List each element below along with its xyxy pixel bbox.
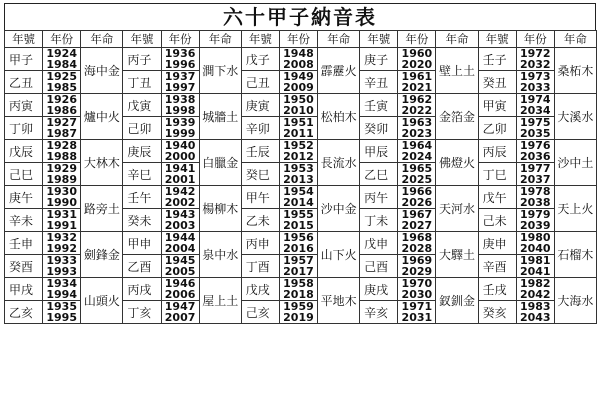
year-cell bbox=[43, 186, 81, 209]
year-value: 1929 bbox=[46, 162, 77, 175]
nayin-cell: 金箔金 bbox=[436, 94, 478, 140]
year-value: 1930 bbox=[46, 185, 77, 198]
year-cell bbox=[398, 278, 436, 301]
year-value: 1943 bbox=[164, 208, 196, 221]
ganzhi-cell: 丙戌 bbox=[123, 278, 161, 301]
nayin-cell: 大海水 bbox=[554, 278, 596, 324]
year-value: 2017 bbox=[283, 265, 314, 278]
year-value: 1970 bbox=[401, 277, 433, 290]
nayin-cell: 天河水 bbox=[436, 186, 478, 232]
year-value: 2005 bbox=[164, 265, 196, 278]
ganzhi-cell: 丙子 bbox=[123, 48, 161, 71]
year-value: 2041 bbox=[519, 265, 551, 278]
table-row bbox=[5, 94, 597, 117]
ganzhi-cell: 庚午 bbox=[5, 186, 43, 209]
year-value: 2013 bbox=[283, 173, 314, 186]
year-cell bbox=[161, 301, 199, 324]
year-value: 2015 bbox=[283, 219, 314, 232]
year-value: 1925 bbox=[46, 70, 77, 83]
table-row bbox=[5, 232, 597, 255]
table-row bbox=[5, 186, 597, 209]
year-value: 2028 bbox=[401, 242, 433, 255]
year-value: 1992 bbox=[46, 242, 77, 255]
year-value: 1994 bbox=[46, 288, 77, 301]
year-value: 2025 bbox=[401, 173, 433, 186]
nayin-cell: 沙中金 bbox=[318, 186, 360, 232]
year-value: 1924 bbox=[46, 47, 77, 60]
year-value: 1935 bbox=[46, 300, 77, 313]
year-value: 1941 bbox=[164, 162, 196, 175]
ganzhi-cell: 壬寅 bbox=[360, 94, 398, 117]
year-value: 1985 bbox=[46, 81, 77, 94]
year-value: 1997 bbox=[164, 81, 196, 94]
ganzhi-cell: 乙巳 bbox=[360, 163, 398, 186]
ganzhi-cell: 辛丑 bbox=[360, 71, 398, 94]
year-cell bbox=[516, 117, 554, 140]
ganzhi-cell: 癸酉 bbox=[5, 255, 43, 278]
ganzhi-cell: 壬申 bbox=[5, 232, 43, 255]
year-value: 2008 bbox=[283, 58, 314, 71]
year-cell bbox=[279, 140, 317, 163]
year-value: 2031 bbox=[401, 311, 433, 324]
year-value: 2032 bbox=[519, 58, 551, 71]
year-value: 2040 bbox=[519, 242, 551, 255]
year-value: 1989 bbox=[46, 173, 77, 186]
year-value: 1973 bbox=[519, 70, 551, 83]
ganzhi-cell: 己丑 bbox=[241, 71, 279, 94]
year-value: 1927 bbox=[46, 116, 77, 129]
ganzhi-cell: 己卯 bbox=[123, 117, 161, 140]
table-row bbox=[5, 278, 597, 301]
year-value: 1961 bbox=[401, 70, 433, 83]
column-header: 年號 bbox=[241, 31, 279, 48]
year-value: 2000 bbox=[164, 150, 196, 163]
year-value: 1969 bbox=[401, 254, 433, 267]
column-header: 年份 bbox=[43, 31, 81, 48]
column-header: 年份 bbox=[398, 31, 436, 48]
ganzhi-cell: 辛巳 bbox=[123, 163, 161, 186]
ganzhi-cell: 辛未 bbox=[5, 209, 43, 232]
column-header: 年號 bbox=[5, 31, 43, 48]
year-value: 2022 bbox=[401, 104, 433, 117]
year-value: 1937 bbox=[164, 70, 196, 83]
year-cell bbox=[398, 255, 436, 278]
year-cell bbox=[516, 255, 554, 278]
year-value: 1980 bbox=[519, 231, 551, 244]
nayin-cell: 劍鋒金 bbox=[81, 232, 123, 278]
ganzhi-cell: 丁丑 bbox=[123, 71, 161, 94]
ganzhi-cell: 丁卯 bbox=[5, 117, 43, 140]
year-cell bbox=[398, 186, 436, 209]
nayin-cell: 天上火 bbox=[554, 186, 596, 232]
year-cell bbox=[398, 140, 436, 163]
year-value: 1991 bbox=[46, 219, 77, 232]
year-value: 2011 bbox=[283, 127, 314, 140]
year-cell bbox=[161, 48, 199, 71]
column-header: 年份 bbox=[516, 31, 554, 48]
ganzhi-cell: 甲子 bbox=[5, 48, 43, 71]
year-value: 1938 bbox=[164, 93, 196, 106]
nayin-cell: 大林木 bbox=[81, 140, 123, 186]
ganzhi-cell: 庚申 bbox=[478, 232, 516, 255]
ganzhi-cell: 壬午 bbox=[123, 186, 161, 209]
year-cell bbox=[161, 163, 199, 186]
ganzhi-cell: 癸亥 bbox=[478, 301, 516, 324]
year-cell bbox=[161, 117, 199, 140]
ganzhi-cell: 甲辰 bbox=[360, 140, 398, 163]
year-value: 2035 bbox=[519, 127, 551, 140]
ganzhi-cell: 戊寅 bbox=[123, 94, 161, 117]
header-row bbox=[5, 31, 597, 48]
year-cell bbox=[43, 94, 81, 117]
ganzhi-cell: 甲申 bbox=[123, 232, 161, 255]
nayin-cell: 松柏木 bbox=[318, 94, 360, 140]
ganzhi-cell: 丁酉 bbox=[241, 255, 279, 278]
year-cell bbox=[516, 163, 554, 186]
ganzhi-cell: 癸丑 bbox=[478, 71, 516, 94]
year-cell bbox=[43, 71, 81, 94]
nayin-cell: 山下火 bbox=[318, 232, 360, 278]
year-value: 1932 bbox=[46, 231, 77, 244]
year-value: 1931 bbox=[46, 208, 77, 221]
year-cell bbox=[161, 255, 199, 278]
year-value: 1963 bbox=[401, 116, 433, 129]
year-value: 1928 bbox=[46, 139, 77, 152]
year-value: 1976 bbox=[519, 139, 551, 152]
year-value: 2014 bbox=[283, 196, 314, 209]
year-value: 1952 bbox=[283, 139, 314, 152]
year-value: 2024 bbox=[401, 150, 433, 163]
table-row bbox=[5, 140, 597, 163]
ganzhi-cell: 乙亥 bbox=[5, 301, 43, 324]
year-value: 1978 bbox=[519, 185, 551, 198]
ganzhi-cell: 己未 bbox=[478, 209, 516, 232]
year-value: 1971 bbox=[401, 300, 433, 313]
year-value: 1967 bbox=[401, 208, 433, 221]
year-value: 1972 bbox=[519, 47, 551, 60]
ganzhi-cell: 癸未 bbox=[123, 209, 161, 232]
year-value: 1946 bbox=[164, 277, 196, 290]
nayin-table bbox=[4, 30, 597, 324]
year-cell bbox=[279, 186, 317, 209]
year-value: 1933 bbox=[46, 254, 77, 267]
year-cell bbox=[161, 209, 199, 232]
ganzhi-cell: 甲戌 bbox=[5, 278, 43, 301]
year-cell bbox=[43, 278, 81, 301]
nayin-cell: 泉中水 bbox=[199, 232, 241, 278]
year-value: 1990 bbox=[46, 196, 77, 209]
year-cell bbox=[161, 186, 199, 209]
year-value: 2001 bbox=[164, 173, 196, 186]
ganzhi-cell: 己亥 bbox=[241, 301, 279, 324]
year-value: 1958 bbox=[283, 277, 314, 290]
nayin-cell: 釵釧金 bbox=[436, 278, 478, 324]
year-value: 1982 bbox=[519, 277, 551, 290]
year-cell bbox=[398, 94, 436, 117]
nayin-cell: 城牆土 bbox=[199, 94, 241, 140]
year-value: 2010 bbox=[283, 104, 314, 117]
year-value: 1974 bbox=[519, 93, 551, 106]
ganzhi-cell: 戊午 bbox=[478, 186, 516, 209]
year-cell bbox=[516, 140, 554, 163]
column-header: 年號 bbox=[478, 31, 516, 48]
year-cell bbox=[398, 48, 436, 71]
ganzhi-cell: 辛卯 bbox=[241, 117, 279, 140]
year-cell bbox=[398, 209, 436, 232]
year-value: 1948 bbox=[283, 47, 314, 60]
ganzhi-cell: 己巳 bbox=[5, 163, 43, 186]
ganzhi-cell: 丙辰 bbox=[478, 140, 516, 163]
year-value: 1996 bbox=[164, 58, 196, 71]
year-value: 1951 bbox=[283, 116, 314, 129]
year-value: 1955 bbox=[283, 208, 314, 221]
ganzhi-cell: 丁未 bbox=[360, 209, 398, 232]
year-value: 1936 bbox=[164, 47, 196, 60]
year-value: 1954 bbox=[283, 185, 314, 198]
year-value: 1945 bbox=[164, 254, 196, 267]
year-cell bbox=[279, 163, 317, 186]
year-value: 1993 bbox=[46, 265, 77, 278]
nayin-cell: 楊柳木 bbox=[199, 186, 241, 232]
year-value: 1983 bbox=[519, 300, 551, 313]
year-value: 1966 bbox=[401, 185, 433, 198]
year-value: 1998 bbox=[164, 104, 196, 117]
nayin-cell: 佛燈火 bbox=[436, 140, 478, 186]
nayin-cell: 屋上土 bbox=[199, 278, 241, 324]
ganzhi-cell: 庚寅 bbox=[241, 94, 279, 117]
year-value: 2019 bbox=[283, 311, 314, 324]
nayin-cell: 大溪水 bbox=[554, 94, 596, 140]
nayin-cell: 桑柘木 bbox=[554, 48, 596, 94]
year-cell bbox=[43, 255, 81, 278]
nayin-cell: 大驛土 bbox=[436, 232, 478, 278]
year-value: 1964 bbox=[401, 139, 433, 152]
year-cell bbox=[161, 232, 199, 255]
year-cell bbox=[398, 71, 436, 94]
year-value: 1934 bbox=[46, 277, 77, 290]
year-value: 2012 bbox=[283, 150, 314, 163]
nayin-cell: 沙中土 bbox=[554, 140, 596, 186]
nayin-cell: 山頭火 bbox=[81, 278, 123, 324]
year-value: 2021 bbox=[401, 81, 433, 94]
year-cell bbox=[279, 71, 317, 94]
ganzhi-cell: 甲寅 bbox=[478, 94, 516, 117]
year-cell bbox=[279, 301, 317, 324]
ganzhi-cell: 甲午 bbox=[241, 186, 279, 209]
nayin-cell: 霹靂火 bbox=[318, 48, 360, 94]
year-value: 1979 bbox=[519, 208, 551, 221]
year-cell bbox=[279, 209, 317, 232]
ganzhi-cell: 丁亥 bbox=[123, 301, 161, 324]
nayin-cell: 平地木 bbox=[318, 278, 360, 324]
year-value: 1960 bbox=[401, 47, 433, 60]
year-value: 2023 bbox=[401, 127, 433, 140]
year-value: 1942 bbox=[164, 185, 196, 198]
table-title: 六十甲子納音表 bbox=[4, 3, 596, 30]
year-cell bbox=[516, 94, 554, 117]
nayin-cell: 石榴木 bbox=[554, 232, 596, 278]
year-value: 2043 bbox=[519, 311, 551, 324]
ganzhi-cell: 丙寅 bbox=[5, 94, 43, 117]
year-cell bbox=[43, 301, 81, 324]
ganzhi-cell: 戊申 bbox=[360, 232, 398, 255]
year-value: 2020 bbox=[401, 58, 433, 71]
year-cell bbox=[516, 301, 554, 324]
year-value: 2026 bbox=[401, 196, 433, 209]
column-header: 年份 bbox=[279, 31, 317, 48]
table-row bbox=[5, 48, 597, 71]
column-header: 年命 bbox=[199, 31, 241, 48]
year-cell bbox=[161, 140, 199, 163]
year-cell bbox=[43, 209, 81, 232]
ganzhi-cell: 乙丑 bbox=[5, 71, 43, 94]
year-cell bbox=[161, 71, 199, 94]
year-value: 2009 bbox=[283, 81, 314, 94]
year-cell bbox=[516, 71, 554, 94]
year-cell bbox=[279, 94, 317, 117]
ganzhi-cell: 壬子 bbox=[478, 48, 516, 71]
year-cell bbox=[398, 117, 436, 140]
year-value: 2037 bbox=[519, 173, 551, 186]
nayin-cell: 路旁土 bbox=[81, 186, 123, 232]
ganzhi-cell: 乙未 bbox=[241, 209, 279, 232]
column-header: 年命 bbox=[81, 31, 123, 48]
year-cell bbox=[161, 94, 199, 117]
ganzhi-cell: 丁巳 bbox=[478, 163, 516, 186]
year-cell bbox=[279, 255, 317, 278]
year-value: 1940 bbox=[164, 139, 196, 152]
table-body bbox=[5, 48, 597, 324]
year-cell bbox=[279, 117, 317, 140]
year-value: 2007 bbox=[164, 311, 196, 324]
year-value: 2006 bbox=[164, 288, 196, 301]
year-value: 1950 bbox=[283, 93, 314, 106]
year-cell bbox=[398, 232, 436, 255]
year-value: 2029 bbox=[401, 265, 433, 278]
year-value: 2034 bbox=[519, 104, 551, 117]
ganzhi-cell: 庚戌 bbox=[360, 278, 398, 301]
year-value: 1986 bbox=[46, 104, 77, 117]
column-header: 年號 bbox=[123, 31, 161, 48]
year-value: 2033 bbox=[519, 81, 551, 94]
column-header: 年命 bbox=[554, 31, 596, 48]
ganzhi-cell: 丙申 bbox=[241, 232, 279, 255]
ganzhi-cell: 己酉 bbox=[360, 255, 398, 278]
year-value: 1965 bbox=[401, 162, 433, 175]
column-header: 年號 bbox=[360, 31, 398, 48]
year-value: 2002 bbox=[164, 196, 196, 209]
year-value: 1957 bbox=[283, 254, 314, 267]
ganzhi-cell: 辛酉 bbox=[478, 255, 516, 278]
ganzhi-cell: 乙卯 bbox=[478, 117, 516, 140]
year-value: 2016 bbox=[283, 242, 314, 255]
year-cell bbox=[279, 232, 317, 255]
year-cell bbox=[43, 117, 81, 140]
year-value: 1977 bbox=[519, 162, 551, 175]
year-cell bbox=[43, 163, 81, 186]
ganzhi-cell: 庚子 bbox=[360, 48, 398, 71]
ganzhi-cell: 壬辰 bbox=[241, 140, 279, 163]
year-cell bbox=[43, 140, 81, 163]
year-cell bbox=[161, 278, 199, 301]
year-value: 1981 bbox=[519, 254, 551, 267]
year-value: 1959 bbox=[283, 300, 314, 313]
year-cell bbox=[516, 232, 554, 255]
nayin-cell: 白臘金 bbox=[199, 140, 241, 186]
year-value: 1949 bbox=[283, 70, 314, 83]
ganzhi-cell: 辛亥 bbox=[360, 301, 398, 324]
year-value: 1975 bbox=[519, 116, 551, 129]
year-value: 1988 bbox=[46, 150, 77, 163]
year-value: 1999 bbox=[164, 127, 196, 140]
column-header: 年份 bbox=[161, 31, 199, 48]
ganzhi-cell: 癸卯 bbox=[360, 117, 398, 140]
year-cell bbox=[279, 48, 317, 71]
year-cell bbox=[43, 232, 81, 255]
year-cell bbox=[43, 48, 81, 71]
year-value: 1939 bbox=[164, 116, 196, 129]
ganzhi-cell: 戊子 bbox=[241, 48, 279, 71]
year-value: 2018 bbox=[283, 288, 314, 301]
ganzhi-cell: 乙酉 bbox=[123, 255, 161, 278]
nayin-cell: 海中金 bbox=[81, 48, 123, 94]
ganzhi-cell: 戊戌 bbox=[241, 278, 279, 301]
year-value: 1926 bbox=[46, 93, 77, 106]
year-value: 1944 bbox=[164, 231, 196, 244]
year-value: 2038 bbox=[519, 196, 551, 209]
year-value: 2004 bbox=[164, 242, 196, 255]
year-cell bbox=[516, 278, 554, 301]
year-value: 1968 bbox=[401, 231, 433, 244]
year-value: 1947 bbox=[164, 300, 196, 313]
nayin-cell: 澗下水 bbox=[199, 48, 241, 94]
year-value: 1962 bbox=[401, 93, 433, 106]
year-value: 1984 bbox=[46, 58, 77, 71]
year-value: 2027 bbox=[401, 219, 433, 232]
year-cell bbox=[516, 209, 554, 232]
year-value: 2036 bbox=[519, 150, 551, 163]
year-value: 2042 bbox=[519, 288, 551, 301]
year-value: 1995 bbox=[46, 311, 77, 324]
year-value: 1953 bbox=[283, 162, 314, 175]
year-value: 1956 bbox=[283, 231, 314, 244]
ganzhi-cell: 戊辰 bbox=[5, 140, 43, 163]
ganzhi-cell: 癸巳 bbox=[241, 163, 279, 186]
nayin-cell: 壁上土 bbox=[436, 48, 478, 94]
year-cell bbox=[516, 186, 554, 209]
year-cell bbox=[279, 278, 317, 301]
ganzhi-cell: 壬戌 bbox=[478, 278, 516, 301]
ganzhi-cell: 庚辰 bbox=[123, 140, 161, 163]
year-value: 2003 bbox=[164, 219, 196, 232]
nayin-table-sheet bbox=[4, 3, 596, 398]
year-value: 2030 bbox=[401, 288, 433, 301]
nayin-cell: 爐中火 bbox=[81, 94, 123, 140]
year-value: 2039 bbox=[519, 219, 551, 232]
year-cell bbox=[516, 48, 554, 71]
column-header: 年命 bbox=[318, 31, 360, 48]
year-value: 1987 bbox=[46, 127, 77, 140]
column-header: 年命 bbox=[436, 31, 478, 48]
ganzhi-cell: 丙午 bbox=[360, 186, 398, 209]
nayin-cell: 長流水 bbox=[318, 140, 360, 186]
year-cell bbox=[398, 301, 436, 324]
year-cell bbox=[398, 163, 436, 186]
